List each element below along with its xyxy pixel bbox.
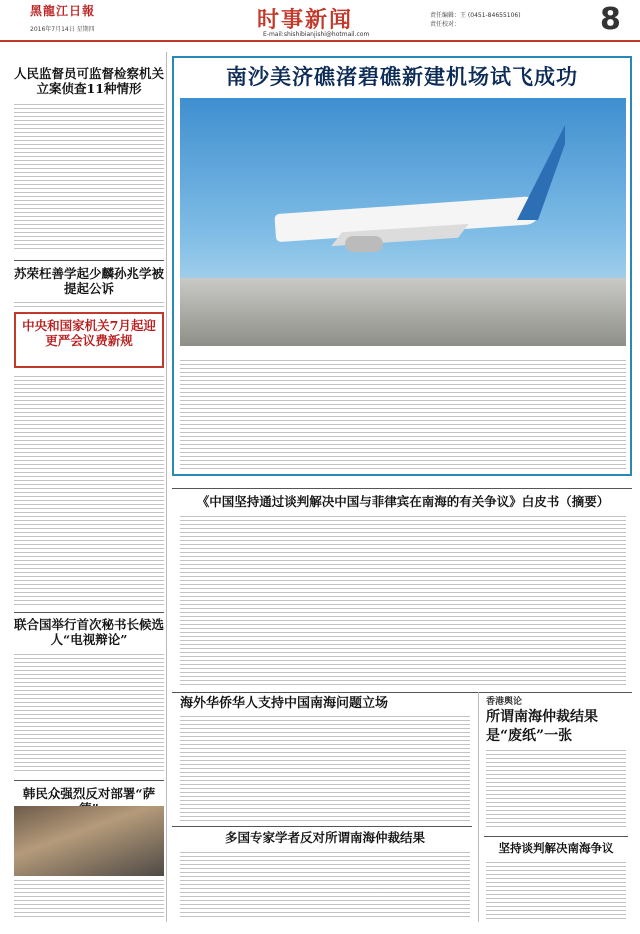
story-4-body: [14, 880, 164, 920]
overseas-headline: 海外华侨华人支持中国南海问题立场: [180, 696, 389, 711]
story-4-headline: 韩民众强烈反对部署“萨: [22, 786, 156, 801]
scholars-body: [180, 852, 470, 920]
editor-line-2: 责任校对：: [430, 21, 461, 28]
story-2-body: [14, 302, 164, 310]
story-2-headline: 苏荣枉善学起少麟孙兆学被提起公诉: [14, 266, 165, 296]
divider: [484, 836, 628, 837]
page-number: 8: [600, 2, 621, 37]
section-email: E-mail:shishibianjishi@hotmail.com: [263, 31, 370, 38]
divider: [14, 612, 164, 613]
promo-headline: 中央和国家机关7月起迎更严会议费新规: [22, 318, 156, 348]
scholars-headline: 多国专家学者反对所谓南海仲裁结果: [224, 830, 425, 845]
protest-photo: [14, 806, 164, 876]
lead-headline: 南沙美济礁渚碧礁新建机场试飞成功: [226, 64, 578, 89]
lead-story-body: [180, 360, 626, 470]
story-3-body: [14, 654, 164, 774]
hk-body: [486, 750, 626, 830]
photo-runway: [180, 278, 626, 346]
overseas-body: [180, 716, 470, 822]
promo-body: [14, 376, 164, 606]
divider: [172, 692, 632, 693]
divider: [14, 260, 164, 261]
story-1-headline: 人民监督员可监督检察机关立案侦查11种情形: [14, 66, 165, 96]
white-paper-body: [180, 516, 626, 686]
editor-info: [430, 11, 521, 29]
left-column-divider: [166, 52, 167, 922]
negotiation-body: [486, 862, 626, 920]
white-paper-headline: 《中国坚持通过谈判解决中国与菲律宾在南海的有关争议》白皮书（摘要）: [196, 494, 610, 509]
story-1-body: [14, 104, 164, 252]
editor-line-1: 责任编辑：王 (0451-84655106): [430, 12, 521, 19]
hk-headline: 所谓南海仲裁结果是“废纸”一张: [486, 709, 598, 744]
divider: [172, 826, 472, 827]
column-divider: [478, 692, 479, 922]
divider: [14, 780, 164, 781]
story-3-headline: 联合国举行首次秘书长候选人“电视辩论”: [14, 617, 165, 647]
section-title: 时事新闻: [257, 7, 354, 33]
newspaper-logo: 黑龍江日報: [30, 4, 96, 18]
negotiation-headline: 坚持谈判解决南海争议: [498, 841, 614, 855]
airplane-engine: [345, 236, 383, 252]
hk-kicker: 香港舆论: [486, 697, 523, 707]
divider: [172, 488, 632, 489]
issue-date: 2016年7月14日 星期四: [30, 26, 95, 33]
